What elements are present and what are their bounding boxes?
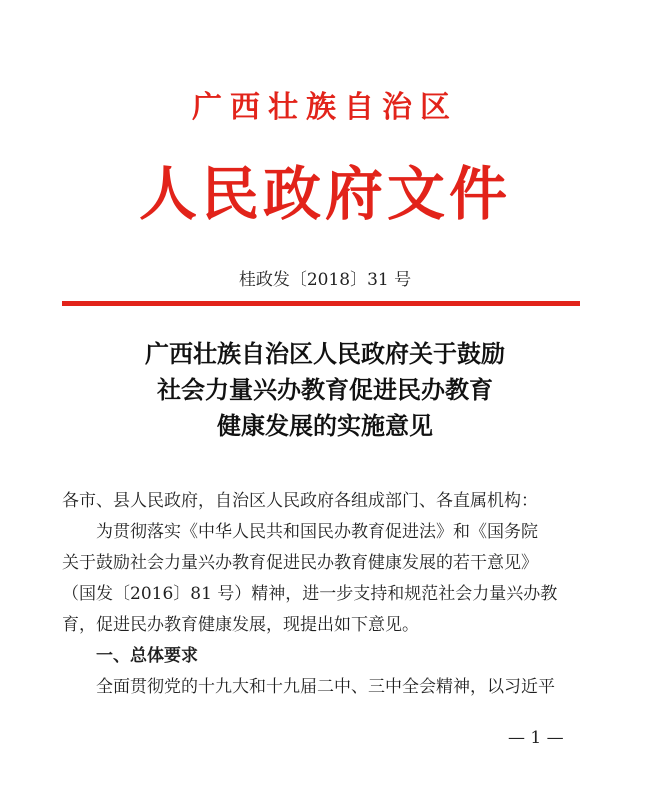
issuer-name: 广西壮族自治区 bbox=[192, 90, 458, 125]
paragraph-line: 全面贯彻党的十九大和十九届二中、三中全会精神，以习近平 bbox=[96, 677, 555, 697]
title-line-3: 健康发展的实施意见 bbox=[217, 411, 433, 440]
document-number: 桂政发〔2018〕31 号 bbox=[238, 270, 412, 290]
document-body bbox=[62, 486, 582, 703]
paragraph-line: 育，促进民办教育健康发展，现提出如下意见。 bbox=[62, 615, 419, 635]
section-heading: 一、总体要求 bbox=[96, 646, 198, 666]
title-line-1: 广西壮族自治区人民政府关于鼓励 bbox=[145, 339, 505, 368]
red-divider bbox=[62, 301, 580, 306]
document-title bbox=[0, 336, 650, 444]
paragraph-line: （国发〔2016〕81 号）精神，进一步支持和规范社会力量兴办教 bbox=[62, 584, 558, 604]
title-line-2: 社会力量兴办教育促进民办教育 bbox=[157, 375, 493, 404]
page-number: — 1 — bbox=[508, 728, 564, 748]
paragraph-line: 关于鼓励社会力量兴办教育促进民办教育健康发展的若干意见》 bbox=[62, 553, 538, 573]
salutation: 各市、县人民政府，自治区人民政府各组成部门、各直属机构： bbox=[62, 491, 538, 511]
paragraph-line: 为贯彻落实《中华人民共和国民办教育促进法》和《国务院 bbox=[96, 522, 538, 542]
document-masthead: 人民政府文件 bbox=[138, 160, 511, 228]
